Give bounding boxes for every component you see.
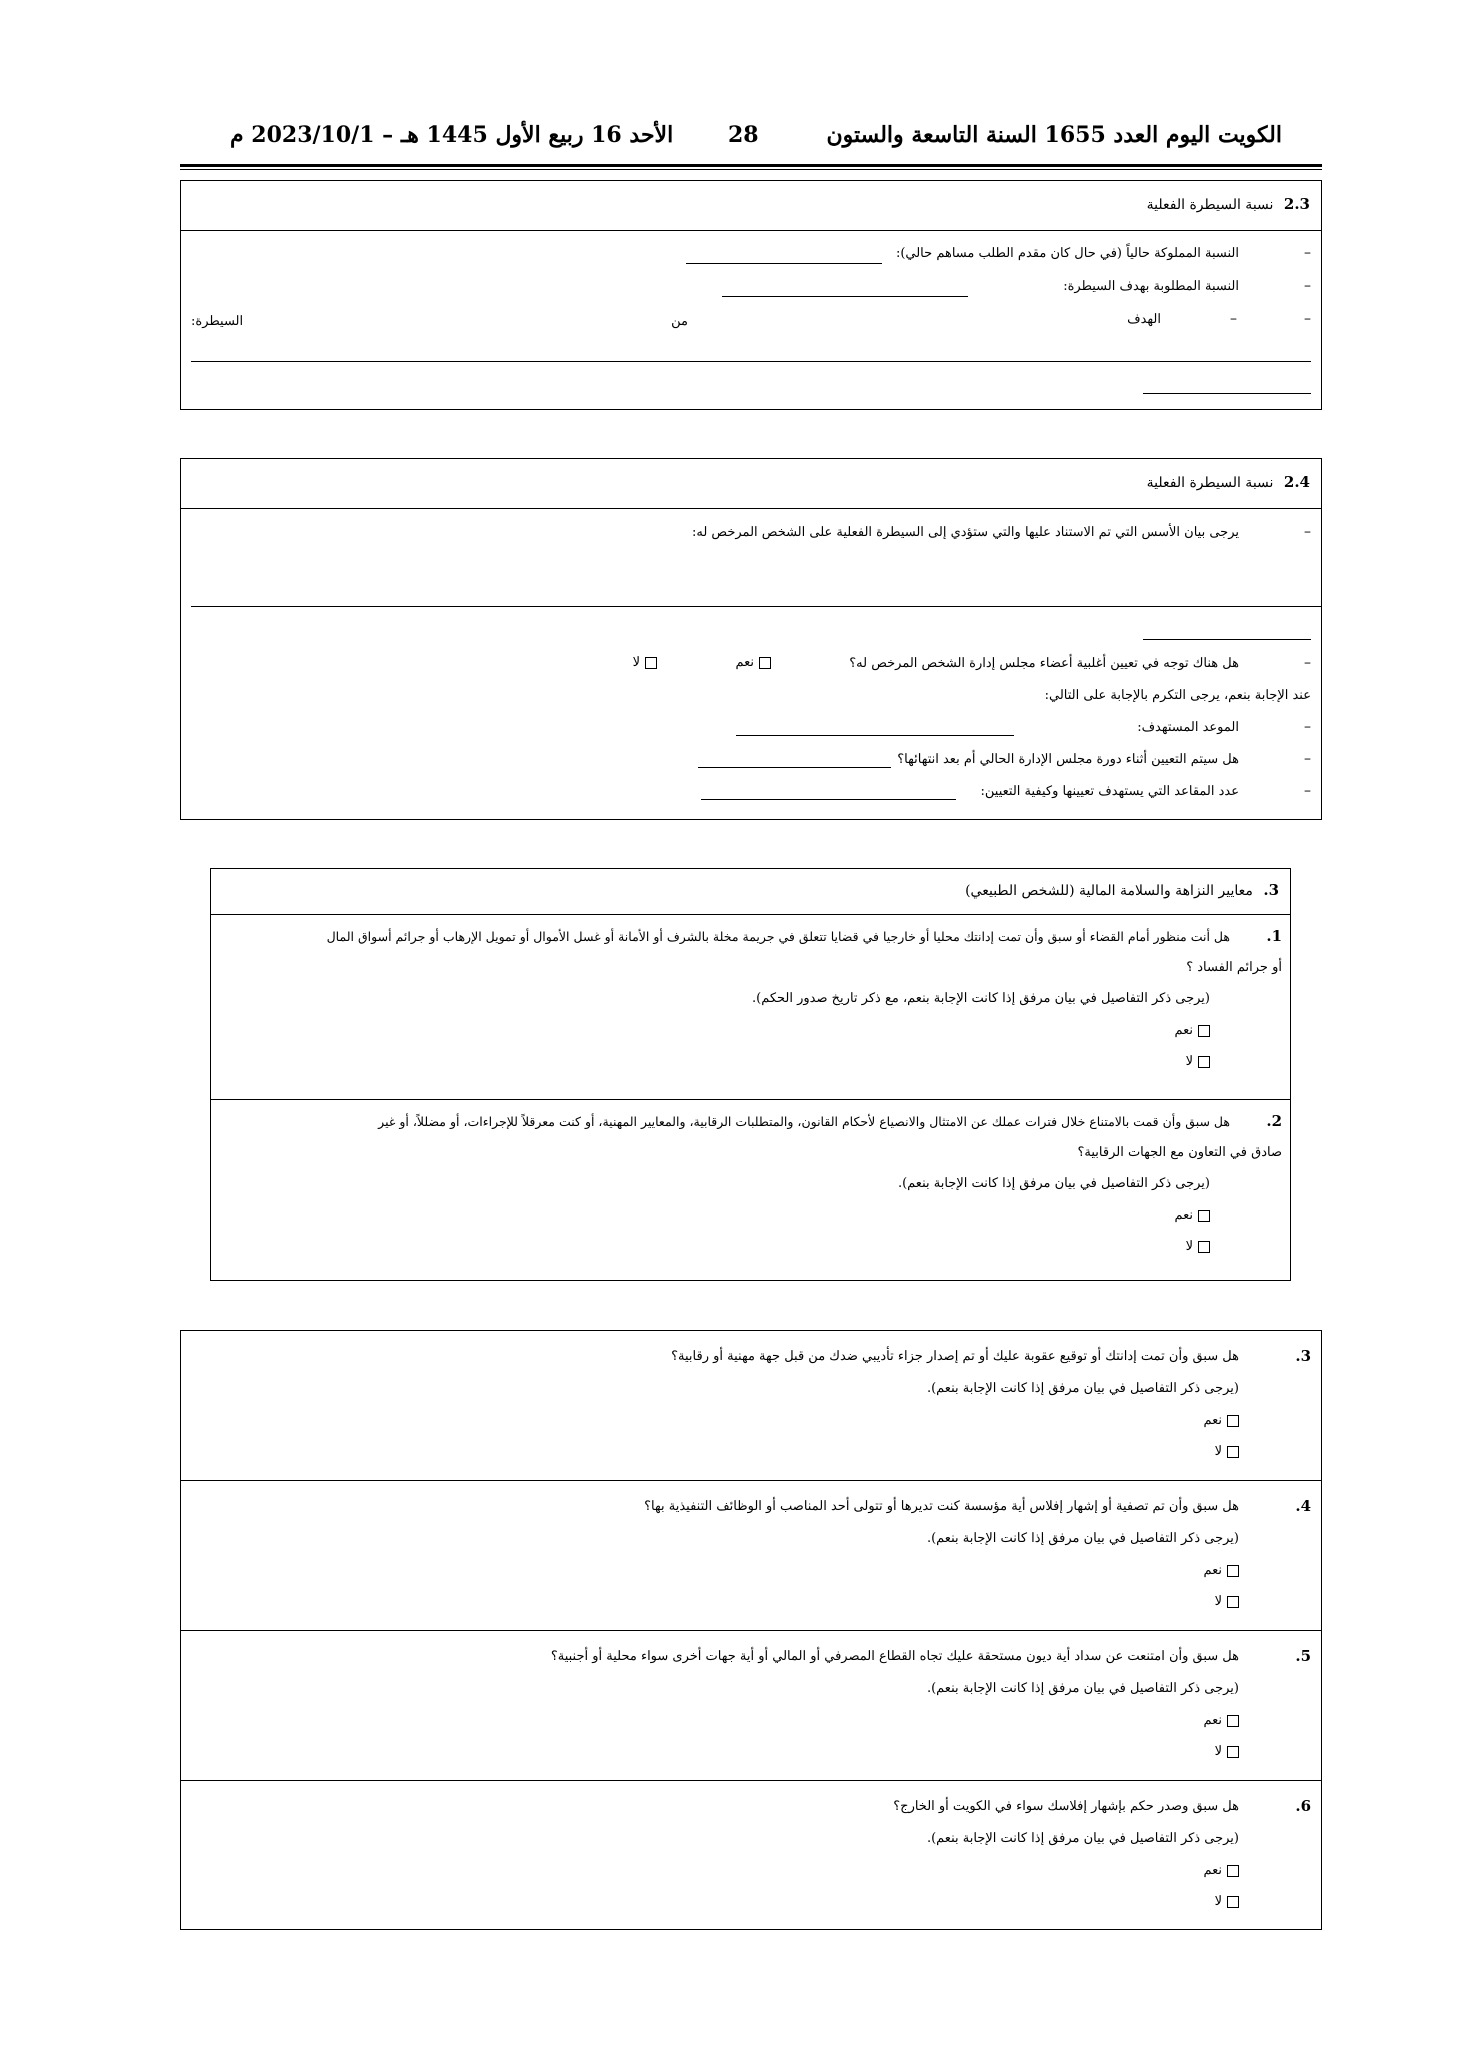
page-header [180, 122, 1282, 162]
question-text: هل أنت منظور أمام القضاء أو سبق وأن تمت إدانتك محليا أو خارجيا في قضايا تتعلق في جريمة مخلة بالشرف أو الأمانة أو غسل الأموال أو تمويل الإرهاب أو جرائم أسواق المال [326, 929, 1230, 944]
section-3-integrity [210, 868, 1291, 1281]
basis-field-continuation[interactable] [1143, 639, 1311, 640]
no-option[interactable] [1186, 1239, 1210, 1254]
section-title [965, 881, 1279, 899]
option-label: لا [1185, 1054, 1193, 1069]
question-text: هل سبق وأن قمت بالامتناع خلال فترات عملك عن الامتثال والانصياع لأحكام القانون، والمتطلبات الرقابية، والمعايير المهنية، أو كنت معرقلاً للإجراءات، أو مضللاً، أو غير [378, 1114, 1230, 1129]
no-option[interactable] [1215, 1594, 1239, 1609]
question-note: (يرجى ذكر التفاصيل في بيان مرفق إذا كانت الإجابة بنعم). [897, 1176, 1210, 1191]
checkbox[interactable] [1227, 1565, 1239, 1577]
appointment-timing-field[interactable] [698, 767, 891, 768]
header-rule [180, 164, 1322, 167]
option-label: لا [632, 655, 640, 670]
yes-option[interactable] [1203, 1413, 1239, 1428]
yes-option[interactable] [1203, 1563, 1239, 1578]
gazette-issue: الكويت اليوم العدد 1655 السنة التاسعة والستون [826, 122, 1282, 148]
option-label: نعم [1203, 1863, 1222, 1878]
option-label: نعم [1174, 1208, 1193, 1223]
question-6 [181, 1781, 1321, 1929]
board-majority-question: هل هناك توجه في تعيين أغلبية أعضاء مجلس إدارة الشخص المرخص له؟ [849, 656, 1239, 671]
basis-label: يرجى بيان الأسس التي تم الاستناد عليها والتي ستؤدي إلى السيطرة الفعلية على الشخص المرخص له: [691, 525, 1239, 540]
option-label: لا [1214, 1594, 1222, 1609]
question-2 [211, 1100, 1290, 1280]
section-number: 2.3 [1283, 195, 1310, 213]
checkbox[interactable] [1227, 1596, 1239, 1608]
checkbox[interactable] [1227, 1715, 1239, 1727]
checkbox[interactable] [759, 657, 771, 669]
control-label: السيطرة: [191, 314, 244, 329]
no-option[interactable] [1215, 1894, 1239, 1909]
issue-date: الأحد 16 ربيع الأول 1445 هـ – 2023/10/1 م [230, 122, 674, 148]
appointment-timing-question: هل سيتم التعيين أثناء دورة مجلس الإدارة الحالي أم بعد انتهائها؟ [897, 752, 1239, 767]
section-2-4 [180, 458, 1322, 820]
from-label: من [671, 314, 688, 329]
target-label: الهدف [1127, 312, 1161, 327]
checkbox[interactable] [1198, 1056, 1210, 1068]
option-label: نعم [1174, 1023, 1193, 1038]
question-text: هل سبق وأن تم تصفية أو إشهار إفلاس أية مؤسسة كنت تديرها أو تتولى أحد المناصب أو الوظائف التنفيذية بها؟ [644, 1499, 1239, 1514]
basis-field[interactable] [191, 606, 1321, 607]
question-note: (يرجى ذكر التفاصيل في بيان مرفق إذا كانت الإجابة بنعم، مع ذكر تاريخ صدور الحكم). [751, 991, 1210, 1006]
target-date-field[interactable] [736, 735, 1014, 736]
section-2-3 [180, 180, 1322, 410]
yes-option[interactable] [1203, 1713, 1239, 1728]
no-option[interactable] [633, 655, 657, 670]
owned-percentage-field[interactable] [686, 263, 882, 264]
checkbox[interactable] [1198, 1210, 1210, 1222]
yes-option[interactable] [1203, 1863, 1239, 1878]
yes-option[interactable] [1174, 1208, 1210, 1223]
checkbox[interactable] [645, 657, 657, 669]
required-percentage-label: النسبة المطلوبة بهدف السيطرة: [1063, 279, 1239, 294]
question-number: 1. [1266, 927, 1282, 945]
bullet-dash: – [1304, 245, 1311, 261]
checkbox[interactable] [1227, 1446, 1239, 1458]
bullet-dash: – [1304, 719, 1311, 735]
question-note: (يرجى ذكر التفاصيل في بيان مرفق إذا كانت الإجابة بنعم). [926, 1381, 1239, 1396]
option-label: لا [1214, 1744, 1222, 1759]
option-label: نعم [1203, 1563, 1222, 1578]
seats-field[interactable] [701, 799, 956, 800]
section-header [181, 181, 1321, 231]
section-title-text: نسبة السيطرة الفعلية [1146, 475, 1274, 491]
checkbox[interactable] [1198, 1025, 1210, 1037]
question-text: هل سبق وأن تمت إدانتك أو توقيع عقوبة عليك أو تم إصدار جزاء تأديبي ضدك من قبل جهة مهنية أو رقابية؟ [671, 1349, 1239, 1364]
checkbox[interactable] [1198, 1241, 1210, 1253]
question-3 [181, 1331, 1321, 1481]
bullet-dash: – [1304, 311, 1311, 327]
section-number: 2.4 [1283, 473, 1310, 491]
option-label: نعم [735, 655, 754, 670]
section-header [181, 459, 1321, 509]
question-number: 2. [1266, 1112, 1282, 1130]
header-rule-thin [180, 169, 1322, 170]
question-1 [211, 915, 1290, 1100]
option-label: نعم [1203, 1713, 1222, 1728]
section-title [1147, 195, 1310, 213]
question-note: (يرجى ذكر التفاصيل في بيان مرفق إذا كانت الإجابة بنعم). [926, 1831, 1239, 1846]
bullet-dash: – [1230, 311, 1237, 327]
page-number: 28 [728, 122, 759, 148]
question-note: (يرجى ذكر التفاصيل في بيان مرفق إذا كانت الإجابة بنعم). [926, 1681, 1239, 1696]
section-number: 3. [1263, 881, 1279, 899]
question-number: 3. [1295, 1347, 1311, 1365]
question-text: هل سبق وأن امتنعت عن سداد أية ديون مستحقة عليك تجاه القطاع المصرفي أو المالي أو أية جهات أخرى سواء محلية أو أجنبية؟ [550, 1649, 1239, 1664]
required-percentage-field[interactable] [722, 296, 968, 297]
checkbox[interactable] [1227, 1865, 1239, 1877]
bullet-dash: – [1304, 278, 1311, 294]
target-date-label: الموعد المستهدف: [1137, 720, 1239, 735]
option-label: لا [1185, 1239, 1193, 1254]
section-title [1147, 473, 1310, 491]
question-number: 5. [1295, 1647, 1311, 1665]
no-option[interactable] [1215, 1744, 1239, 1759]
section-title-text: نسبة السيطرة الفعلية [1146, 197, 1274, 213]
option-label: نعم [1203, 1413, 1222, 1428]
bullet-dash: – [1304, 783, 1311, 799]
section-title-text: معايير النزاهة والسلامة المالية (للشخص الطبيعي) [965, 883, 1253, 899]
bullet-dash: – [1304, 655, 1311, 671]
checkbox[interactable] [1227, 1896, 1239, 1908]
question-text-continued: صادق في التعاون مع الجهات الرقابية؟ [1077, 1145, 1282, 1160]
target-field[interactable] [191, 361, 1311, 362]
checkbox[interactable] [1227, 1746, 1239, 1758]
question-note: (يرجى ذكر التفاصيل في بيان مرفق إذا كانت الإجابة بنعم). [926, 1531, 1239, 1546]
question-text: هل سبق وصدر حكم بإشهار إفلاسك سواء في الكويت أو الخارج؟ [893, 1799, 1239, 1814]
seats-label: عدد المقاعد التي يستهدف تعيينها وكيفية التعيين: [980, 784, 1239, 799]
question-4 [181, 1481, 1321, 1631]
checkbox[interactable] [1227, 1415, 1239, 1427]
owned-percentage-label: النسبة المملوكة حالياً (في حال كان مقدم الطلب مساهم حالي): [895, 246, 1239, 261]
option-label: لا [1214, 1444, 1222, 1459]
if-yes-instruction: عند الإجابة بنعم، يرجى التكرم بالإجابة على التالي: [1044, 688, 1311, 703]
no-option[interactable] [1186, 1054, 1210, 1069]
question-5 [181, 1631, 1321, 1781]
question-number: 4. [1295, 1497, 1311, 1515]
question-text-continued: أو جرائم الفساد ؟ [1186, 960, 1282, 975]
target-field-continuation[interactable] [1143, 393, 1311, 394]
section-header [211, 869, 1290, 915]
questions-table [180, 1330, 1322, 1930]
option-label: لا [1214, 1894, 1222, 1909]
yes-option[interactable] [1174, 1023, 1210, 1038]
bullet-dash: – [1304, 524, 1311, 540]
no-option[interactable] [1215, 1444, 1239, 1459]
question-number: 6. [1295, 1797, 1311, 1815]
bullet-dash: – [1304, 751, 1311, 767]
yes-option[interactable] [735, 655, 771, 670]
